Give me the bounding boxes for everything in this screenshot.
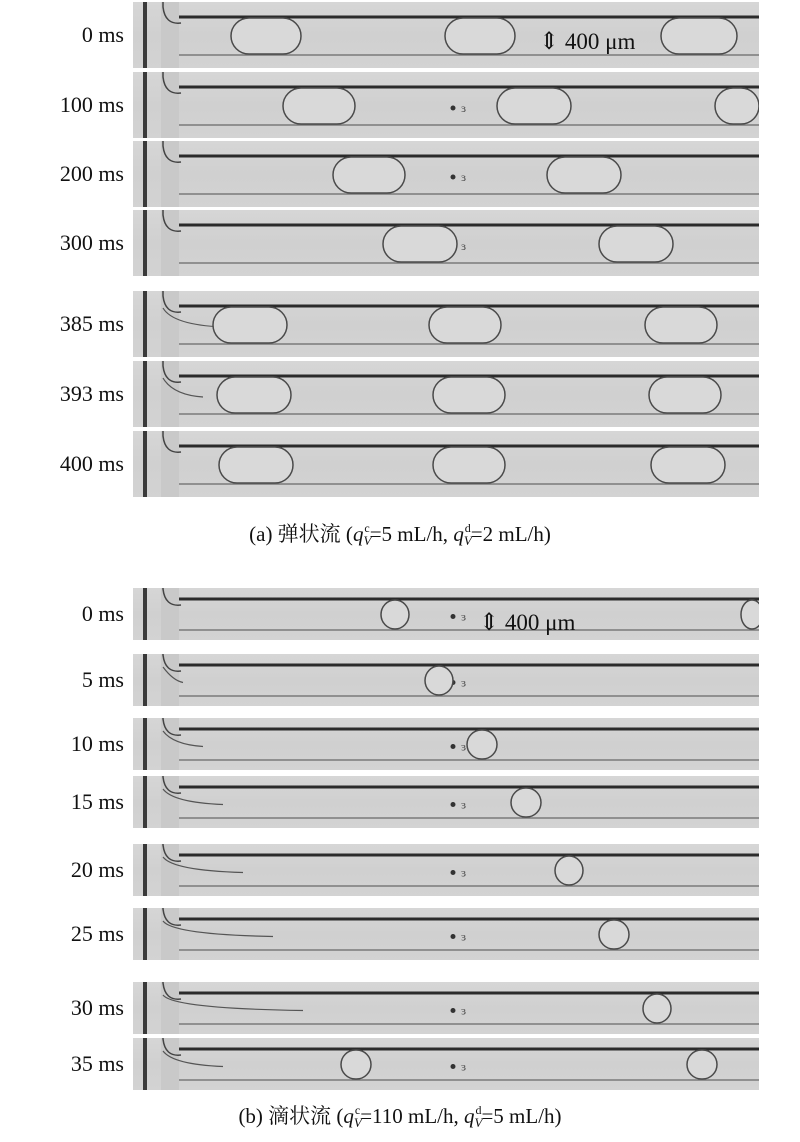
- micrograph-frame: [133, 72, 759, 138]
- time-label: 5 ms: [81, 667, 124, 692]
- time-label: 385 ms: [59, 311, 124, 336]
- panel-b-row: [0, 908, 800, 960]
- micrograph-frame: [133, 141, 759, 207]
- panel-a-slug-flow: [0, 0, 800, 560]
- time-label: 10 ms: [70, 731, 124, 756]
- caption-a: (a) 弹状流 ($q_V^c=5$ mL/h, $q_V^d=2$ mL/h): [249, 521, 551, 548]
- micrograph-frame: [133, 718, 759, 770]
- time-label: 400 ms: [59, 451, 124, 476]
- time-label: 0 ms: [81, 22, 124, 47]
- micrograph-frame: [133, 2, 759, 68]
- panel-a-row: [0, 431, 800, 497]
- svg-text:ɜ: ɜ: [461, 101, 467, 115]
- svg-text:ɜ: ɜ: [461, 865, 467, 880]
- micrograph-frame: [133, 291, 759, 357]
- time-label: 35 ms: [70, 1051, 124, 1076]
- time-label: 20 ms: [70, 857, 124, 882]
- micrograph-frame: [133, 361, 759, 427]
- svg-text:ɜ: ɜ: [461, 1003, 467, 1018]
- time-label: 393 ms: [59, 381, 124, 406]
- svg-text:ɜ: ɜ: [461, 797, 467, 812]
- micrograph-frame: [133, 908, 759, 960]
- double-arrow-icon: ⇕: [479, 610, 500, 636]
- time-label: 30 ms: [70, 995, 124, 1020]
- panel-a-row: [0, 210, 800, 276]
- time-label: 300 ms: [59, 230, 124, 255]
- panel-a-row: [0, 2, 800, 68]
- svg-text:ɜ: ɜ: [461, 1059, 467, 1074]
- time-label: 100 ms: [59, 92, 124, 117]
- time-label: 0 ms: [81, 601, 124, 626]
- svg-text:ɜ: ɜ: [461, 609, 467, 624]
- svg-text:ɜ: ɜ: [461, 739, 467, 754]
- panel-b-row: [0, 776, 800, 828]
- panel-b-row: [0, 982, 800, 1034]
- svg-text:ɜ: ɜ: [461, 170, 467, 184]
- svg-text:ɜ: ɜ: [461, 239, 467, 253]
- scale-bar-b: [479, 611, 575, 635]
- panel-b-row: [0, 654, 800, 706]
- panel-b-row: [0, 718, 800, 770]
- micrograph-frame: [133, 588, 759, 640]
- svg-text:ɜ: ɜ: [461, 675, 467, 690]
- micrograph-frame: [133, 431, 759, 497]
- scale-label-a: 400 μm: [564, 29, 636, 54]
- scale-label-b: 400 μm: [504, 610, 576, 635]
- micrograph-frame: [133, 654, 759, 706]
- panel-b-row: [0, 588, 800, 640]
- panel-a-row: [0, 72, 800, 138]
- scale-bar-a: [539, 30, 635, 54]
- time-label: 25 ms: [70, 921, 124, 946]
- caption-b: (b) 滴状流 ($q_V^c=110$ mL/h, $q_V^d=5$ mL/h): [238, 1103, 562, 1130]
- panel-b-row: [0, 1038, 800, 1090]
- micrograph-frame: [133, 210, 759, 276]
- micrograph-frame: [133, 844, 759, 896]
- double-arrow-icon: ⇕: [539, 29, 560, 55]
- panel-b-droplet-flow: [0, 580, 800, 1142]
- panel-a-row: [0, 141, 800, 207]
- micrograph-frame: [133, 1038, 759, 1090]
- svg-text:ɜ: ɜ: [461, 929, 467, 944]
- time-label: 15 ms: [70, 789, 124, 814]
- micrograph-frame: [133, 776, 759, 828]
- panel-a-row: [0, 361, 800, 427]
- panel-a-row: [0, 291, 800, 357]
- panel-b-row: [0, 844, 800, 896]
- micrograph-frame: [133, 982, 759, 1034]
- time-label: 200 ms: [59, 161, 124, 186]
